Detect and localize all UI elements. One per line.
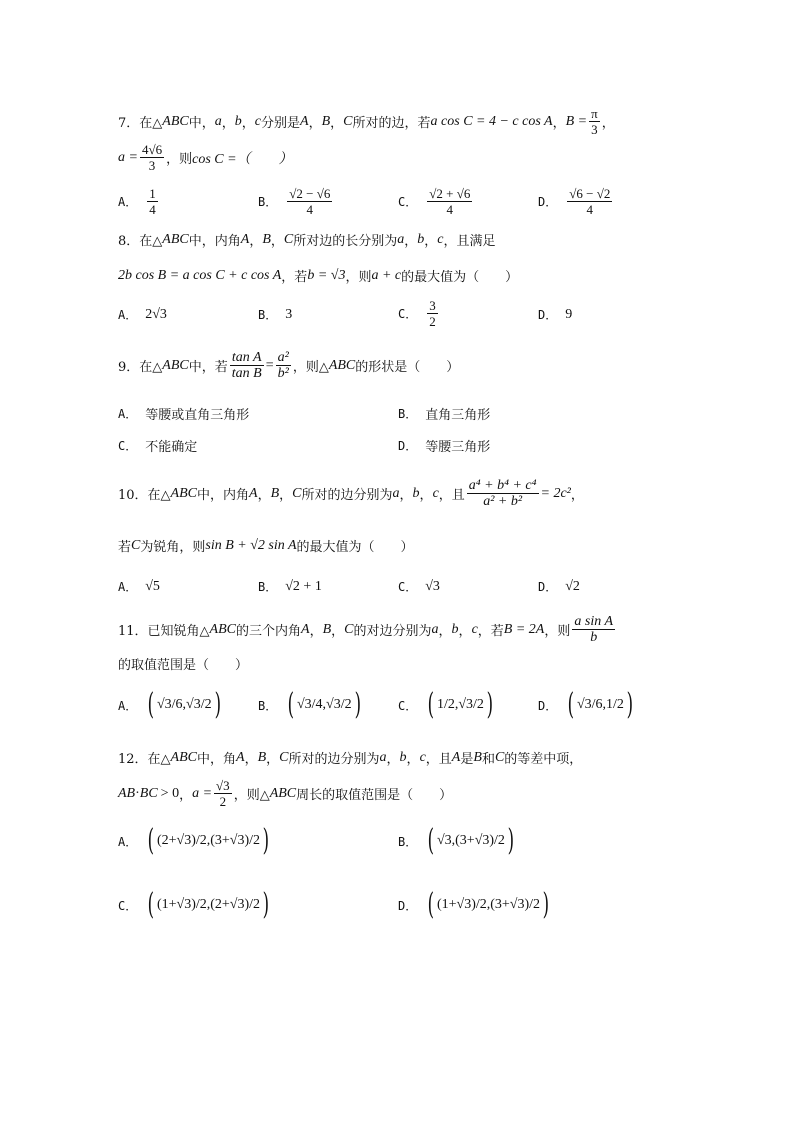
text: ，且满足 <box>443 234 496 249</box>
var-A: A <box>240 231 250 247</box>
q7-line2 <box>118 142 293 173</box>
interval-right: 1/2 <box>606 697 624 712</box>
var-B: B <box>321 113 331 129</box>
var-b: b <box>399 749 407 765</box>
numerator: a⁴ + b⁴ + c⁴ <box>468 478 537 493</box>
option-label: C． <box>118 898 138 913</box>
var-C: C <box>494 749 505 765</box>
rhs: = 2c² <box>540 485 571 501</box>
option-label: C． <box>398 580 418 594</box>
triangle-name: ABC <box>170 749 197 765</box>
q10-option-a[interactable] <box>118 578 160 595</box>
question-ask: 的形状是（ ） <box>355 360 460 375</box>
sep: ， <box>406 752 420 767</box>
var-c: c <box>254 113 261 129</box>
vector-bc: BC <box>139 785 158 801</box>
text: ，且 <box>425 752 452 767</box>
sep: ， <box>241 116 255 131</box>
sep: ， <box>330 116 344 131</box>
target-expression: a + c <box>371 267 402 283</box>
option-label: B． <box>258 580 278 594</box>
sep: ， <box>552 116 566 131</box>
denominator: a² + b² <box>483 494 523 509</box>
q9-option-b[interactable] <box>398 404 490 423</box>
option-text: √5 <box>145 578 160 594</box>
option-text: 不能确定 <box>145 440 198 455</box>
option-text: 等腰三角形 <box>425 440 491 455</box>
q8-option-b[interactable] <box>258 306 292 323</box>
var-B: B <box>322 621 332 637</box>
condition: B = 2A <box>503 621 545 637</box>
var-b: b <box>234 113 242 129</box>
text: 中， <box>188 116 215 131</box>
var-B: B <box>270 485 280 501</box>
option-text: √2 <box>565 578 580 594</box>
q11-line1 <box>118 614 617 645</box>
sep: ， <box>308 116 322 131</box>
text: 中，角 <box>197 752 237 767</box>
text: ，则 <box>544 624 571 639</box>
text: 是 <box>460 752 474 767</box>
var-b: b <box>451 621 459 637</box>
sep: ， <box>458 624 472 639</box>
sep: ， <box>309 624 323 639</box>
interval-right: (3+√3)/2 <box>490 897 541 912</box>
var-b: b <box>417 231 425 247</box>
var-c: c <box>471 621 478 637</box>
sep: ， <box>601 116 615 131</box>
condition: b = √3 <box>307 267 346 283</box>
text: 中，若 <box>188 360 228 375</box>
sep: ， <box>244 752 258 767</box>
sep: ， <box>419 488 433 503</box>
denominator: b <box>590 630 598 645</box>
denominator: tan B <box>231 366 262 381</box>
triangle-name: ABC <box>162 357 189 373</box>
triangle-name: ABC <box>328 357 356 373</box>
option-label: A． <box>118 698 138 713</box>
interval-left: √3/6 <box>576 697 603 712</box>
q10-line1 <box>118 478 584 509</box>
denominator: 3 <box>591 122 598 137</box>
q7-option-a[interactable] <box>118 186 160 217</box>
q7-option-d[interactable] <box>538 186 614 217</box>
target-fraction <box>572 614 615 645</box>
var-C: C <box>131 537 141 553</box>
sep: ， <box>279 488 293 503</box>
equation: 2b cos B = a cos C + c cos A <box>118 267 282 283</box>
q11-option-b[interactable]: B． ( √3/4 , √3/2 ) <box>258 687 361 722</box>
triangle-name: ABC <box>170 485 197 501</box>
var-C: C <box>283 231 294 247</box>
var-A: A <box>451 749 461 765</box>
a-equals: a = <box>192 785 213 801</box>
option-label: D． <box>538 698 558 713</box>
sep: ， <box>270 234 284 249</box>
interval-left: (2+√3)/2 <box>156 833 207 848</box>
text: 所对的边分别为 <box>301 488 393 503</box>
text: 所对边的长分别为 <box>293 234 398 249</box>
interval-left: 1/2 <box>436 697 455 712</box>
q11-option-c[interactable]: C． ( 1/2 , √3/2 ) <box>398 687 494 722</box>
numerator: √6 − √2 <box>569 186 611 201</box>
question-ask: 的取值范围是（ ） <box>118 658 249 673</box>
option-label: C． <box>398 195 418 209</box>
question-ask: 周长的取值范围是（ ） <box>296 788 453 803</box>
triangle-name: ABC <box>209 621 236 637</box>
sep: ， <box>331 624 345 639</box>
q9-line1: 9．在△ ABC 中，若 $\frac{\text{tan A}}{\text{tan B}}$ = $\frac{\text{a²}}{\text{b²}}$ ，则△ ABC 的形状是（ ） <box>118 350 460 381</box>
numerator: √2 − √6 <box>289 186 331 201</box>
q8-option-c[interactable] <box>398 298 440 329</box>
q12-option-d[interactable]: D． ( (1+√3)/2 , (3+√3)/2 ) <box>398 887 550 922</box>
text: 的对边分别为 <box>353 624 432 639</box>
sep: ， <box>179 788 193 803</box>
text: 中，内角 <box>197 488 250 503</box>
numerator: 3 <box>429 298 436 313</box>
text: 分别是 <box>261 116 301 131</box>
q8-number: 8．在△ <box>118 234 163 249</box>
option-label: A． <box>118 195 138 209</box>
q11-option-a[interactable]: A． ( √3/6 , √3/2 ) <box>118 687 221 722</box>
q11-line2 <box>118 654 248 673</box>
option-label: B． <box>398 407 418 421</box>
q7-line1 <box>118 106 615 137</box>
var-B: B <box>262 231 271 247</box>
text: ，若 <box>281 270 308 285</box>
q10-number: 10．在△ <box>118 488 171 503</box>
tan-ratio <box>230 350 264 381</box>
q10-option-d[interactable] <box>538 578 580 595</box>
option-label: C． <box>118 439 138 453</box>
text: 为锐角，则 <box>140 540 206 555</box>
sep: ， <box>266 752 280 767</box>
option-label: B． <box>258 698 278 713</box>
sep: ， <box>438 624 452 639</box>
option-label: A． <box>118 407 138 421</box>
option-label: B． <box>258 195 278 209</box>
triangle-name: ABC <box>162 231 189 247</box>
var-B: B <box>473 749 482 765</box>
option-label: D． <box>538 580 558 594</box>
text: 中，内角 <box>188 234 241 249</box>
interval-left: √3 <box>436 833 452 848</box>
q10-option-b[interactable] <box>258 578 322 595</box>
q11-number: 11．已知锐角△ <box>118 624 210 639</box>
numerator: π <box>591 106 598 121</box>
question-ask: cos C =（ ） <box>192 151 293 167</box>
interval-left: (1+√3)/2 <box>436 897 487 912</box>
option-label: A． <box>118 308 138 322</box>
denominator: 4 <box>446 202 454 217</box>
b-equals: B = <box>565 113 588 129</box>
text: 的等差中项， <box>504 752 583 767</box>
numerator: a sin A <box>574 614 614 629</box>
var-A: A <box>236 749 245 765</box>
denominator: 4 <box>306 202 314 217</box>
q9-number: 9．在△ <box>118 360 163 375</box>
q9-option-c[interactable] <box>118 436 197 455</box>
sep: ， <box>221 116 235 131</box>
numerator: a² <box>277 350 289 365</box>
equation: a cos C = 4 − c cos A <box>430 113 553 129</box>
option-label: C． <box>398 698 418 713</box>
option-label: B． <box>258 308 278 322</box>
text: ，则 <box>166 152 193 167</box>
var-a: a <box>214 113 222 129</box>
sep: ， <box>257 488 271 503</box>
text: ，则 <box>345 270 372 285</box>
var-b: b <box>412 485 420 501</box>
var-c: c <box>419 749 426 765</box>
text: ，若 <box>477 624 504 639</box>
option-label: B． <box>398 834 418 849</box>
option-label: D． <box>398 898 418 913</box>
var-B: B <box>257 749 267 765</box>
sep: ， <box>404 234 418 249</box>
sep: ， <box>386 752 400 767</box>
q11-option-d[interactable]: D． ( √3/6 , 1/2 ) <box>538 687 634 722</box>
denominator: 3 <box>148 158 156 173</box>
option-text: 等腰或直角三角形 <box>145 408 250 423</box>
q12-option-b[interactable]: B． ( √3 , (3+√3)/2 ) <box>398 823 515 858</box>
text: ，且 <box>438 488 465 503</box>
text: 所对的边，若 <box>352 116 431 131</box>
option-text: √3 <box>425 578 440 594</box>
option-text: √2 + 1 <box>285 578 322 594</box>
var-a: a <box>379 749 387 765</box>
q9-option-d[interactable] <box>398 436 490 455</box>
denominator: 4 <box>149 202 156 217</box>
sep: ， <box>570 488 584 503</box>
interval-right: √3/2 <box>186 697 212 712</box>
triangle-name: ABC <box>269 785 297 801</box>
option-label: D． <box>538 195 558 209</box>
inequality: > 0 <box>160 785 180 801</box>
q8-option-a[interactable] <box>118 306 167 323</box>
var-C: C <box>344 621 354 637</box>
q7-option-c[interactable] <box>398 186 474 217</box>
denominator: 4 <box>586 202 594 217</box>
option-label: D． <box>398 439 418 453</box>
numerator: tan A <box>231 350 262 365</box>
vector-ab: AB <box>118 785 136 801</box>
text: ，则△ <box>233 788 270 803</box>
q10-line2 <box>118 536 414 555</box>
option-label: C． <box>398 307 418 321</box>
q12-number: 12．在△ <box>118 752 171 767</box>
var-A: A <box>301 621 310 637</box>
numerator: √3 <box>216 778 230 793</box>
interval-right: (3+√3)/2 <box>210 833 261 848</box>
var-C: C <box>292 485 302 501</box>
interval-left: √3/4 <box>296 697 323 712</box>
sep: ， <box>399 488 413 503</box>
numerator: 1 <box>149 186 156 201</box>
text: ，则△ <box>292 360 329 375</box>
denominator: b² <box>277 366 289 381</box>
denominator: 2 <box>219 794 227 809</box>
q8-line2 <box>118 266 518 285</box>
var-C: C <box>343 113 353 129</box>
option-label: A． <box>118 580 138 594</box>
q8-line1 <box>118 230 496 249</box>
pi-over-3 <box>589 106 600 137</box>
q8-option-d[interactable] <box>538 306 572 323</box>
interval-right: (2+√3)/2 <box>210 897 261 912</box>
q12-option-a[interactable]: A． ( (2+√3)/2 , (3+√3)/2 ) <box>118 823 270 858</box>
interval-left: √3/6 <box>156 697 183 712</box>
var-a: a <box>431 621 439 637</box>
numerator: 4√6 <box>141 142 163 157</box>
sep: ， <box>424 234 438 249</box>
sep: ， <box>249 234 263 249</box>
q10-option-c[interactable] <box>398 578 440 595</box>
q12-line1 <box>118 748 582 767</box>
denominator: 2 <box>429 314 436 329</box>
a-value-fraction <box>140 142 164 173</box>
triangle-name: ABC <box>162 113 189 129</box>
a-equals: a = <box>118 149 138 165</box>
var-a: a <box>392 485 400 501</box>
q12-option-c[interactable]: C． ( (1+√3)/2 , (2+√3)/2 ) <box>118 887 270 922</box>
side-ratio <box>276 350 291 381</box>
var-c: c <box>437 231 444 247</box>
q7-number: 7．在△ <box>118 116 163 131</box>
text: 若 <box>118 540 132 555</box>
q12-line2: AB · BC > 0 ， a = $\frac{√3}{2}$ ，则△ ABC 周长的取值范围是（ ） <box>118 778 453 809</box>
text: 所对的边分别为 <box>288 752 380 767</box>
target-expression: sin B + √2 sin A <box>205 537 297 553</box>
question-ask: 的最大值为（ ） <box>296 540 414 555</box>
interval-right: √3/2 <box>458 697 484 712</box>
question-ask: 的最大值为（ ） <box>401 270 519 285</box>
option-label: D． <box>538 308 558 322</box>
q7-option-b[interactable] <box>258 186 334 217</box>
var-A: A <box>300 113 309 129</box>
a-value-fraction <box>214 778 232 809</box>
text: 的三个内角 <box>236 624 302 639</box>
var-a: a <box>397 231 405 247</box>
option-label: A． <box>118 834 138 849</box>
q9-option-a[interactable] <box>118 404 249 423</box>
option-text: 3 <box>285 306 293 322</box>
option-text: 9 <box>565 306 573 322</box>
var-C: C <box>279 749 289 765</box>
option-text: 2√3 <box>145 306 167 322</box>
var-c: c <box>432 485 439 501</box>
power-ratio <box>467 478 539 509</box>
interval-right: √3/2 <box>326 697 352 712</box>
interval-right: (3+√3)/2 <box>455 833 505 848</box>
numerator: √2 + √6 <box>429 186 471 201</box>
var-A: A <box>249 485 258 501</box>
interval-left: (1+√3)/2 <box>156 897 207 912</box>
text: 和 <box>481 752 495 767</box>
option-text: 直角三角形 <box>425 408 491 423</box>
